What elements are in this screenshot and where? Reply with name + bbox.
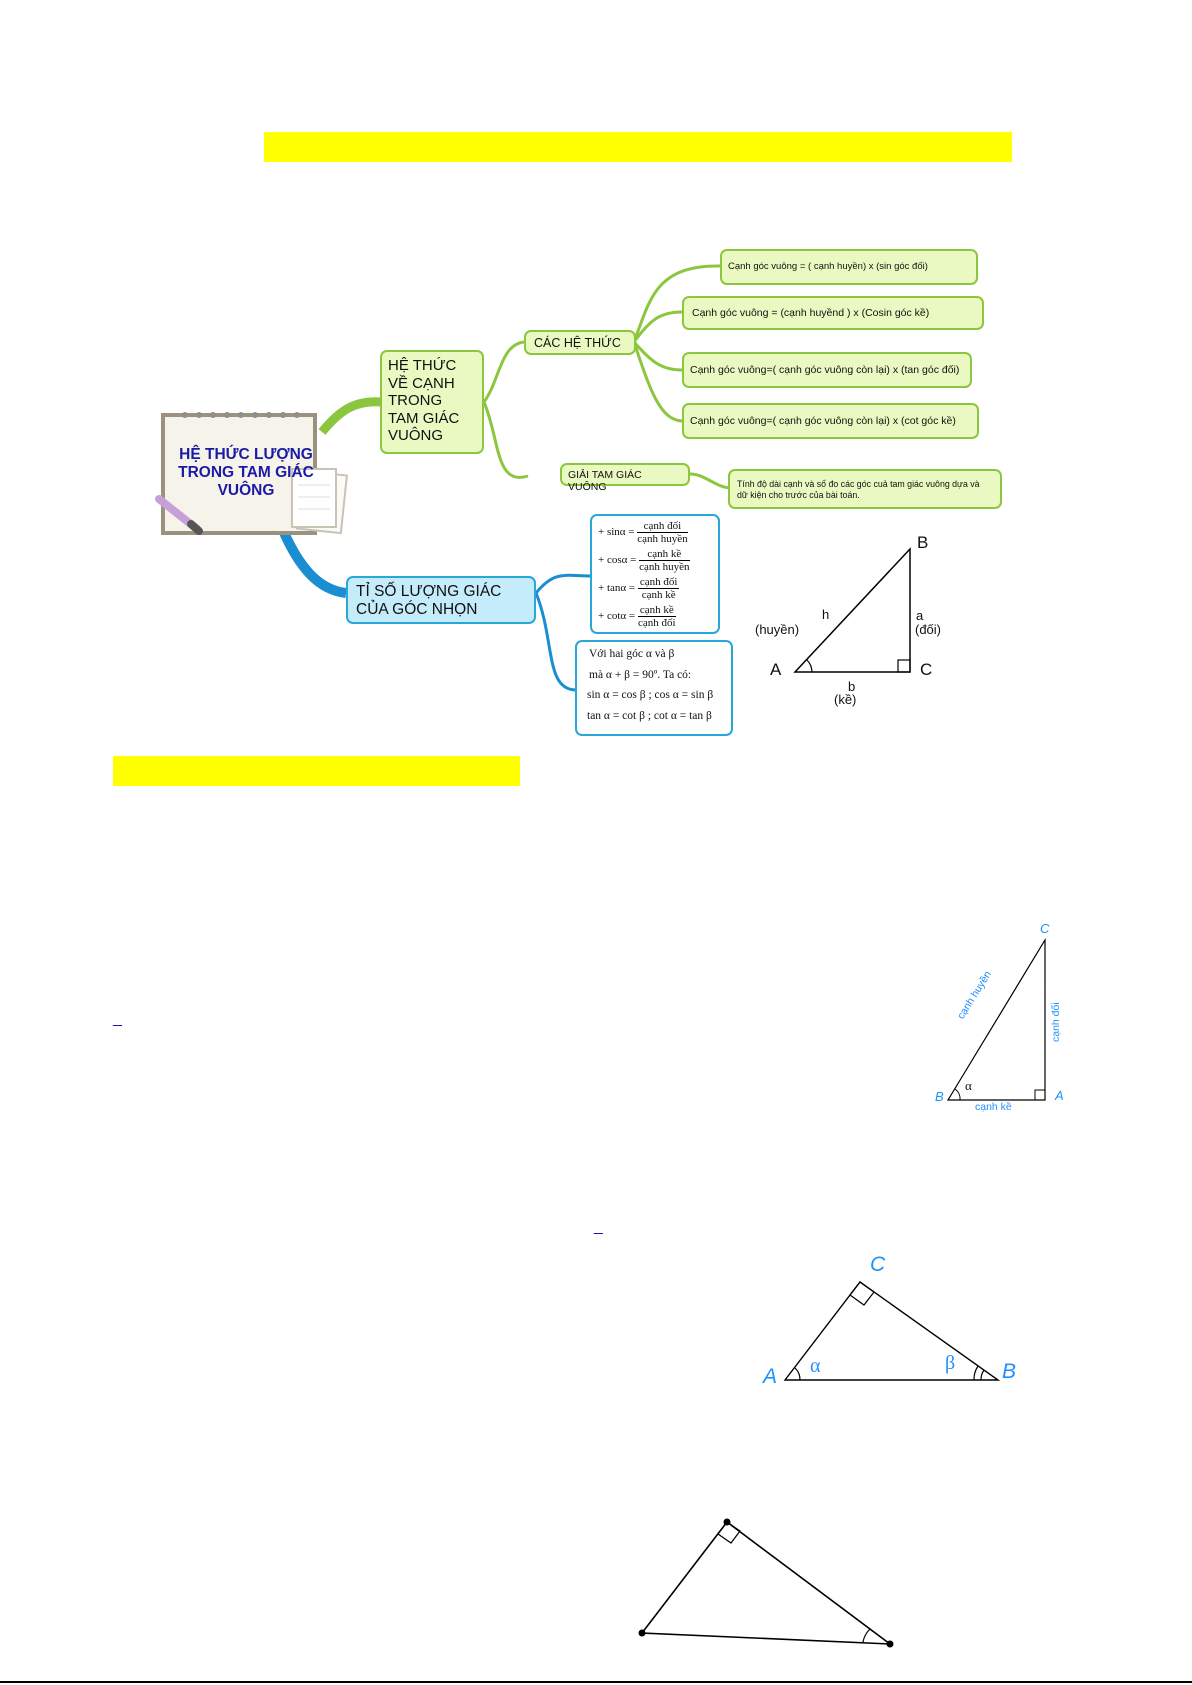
ti-so-line: CỦA GÓC NHỌN xyxy=(356,601,478,618)
tri1-label-doi: (đối) xyxy=(915,622,942,637)
ratio-fn: + cotα = xyxy=(598,610,636,623)
tri2-label-B: B xyxy=(935,1089,944,1104)
ratio-num: cạnh đối xyxy=(639,576,678,588)
ratio-den: cạnh kề xyxy=(641,589,676,601)
ratio-fraction xyxy=(637,520,687,545)
tri3-label-alpha: α xyxy=(810,1355,821,1377)
tri1-label-C: C xyxy=(920,660,933,679)
ratio-fn: + tanα = xyxy=(598,582,636,595)
tri2-label-A: A xyxy=(1055,1088,1064,1103)
ratio-row xyxy=(598,604,676,629)
bottom-rule xyxy=(0,1681,1192,1683)
ratio-fraction xyxy=(639,548,689,573)
ti-so-line: TỈ SỐ LƯỢNG GIÁC xyxy=(356,583,502,600)
formula-box: Cạnh góc vuông=( cạnh góc vuông còn lại) x (tan góc đối) xyxy=(682,352,972,388)
complement-line: mà α + β = 90º. Ta có: xyxy=(589,668,692,681)
tri1-label-huyen: (huyền) xyxy=(755,622,800,637)
he-thuc-line: VUÔNG xyxy=(388,427,444,444)
ratio-fn: + sinα = xyxy=(598,526,635,539)
cac-he-thuc-node: CÁC HỆ THỨC xyxy=(524,330,636,355)
center-title xyxy=(166,446,326,500)
complement-line: tan α = cot β ; cot α = tan β xyxy=(587,709,712,722)
ratio-row xyxy=(598,548,690,573)
ratio-den: cạnh đối xyxy=(638,617,676,629)
ratio-fn: + cosα = xyxy=(598,554,637,567)
ratio-fraction xyxy=(638,604,676,629)
tri2-label-ke: cạnh kề xyxy=(975,1101,1012,1113)
tri1-label-b: b xyxy=(848,679,856,694)
tri3-label-C: C xyxy=(870,1253,886,1276)
he-thuc-line: VỀ CẠNH xyxy=(388,374,455,392)
tri3-label-A: A xyxy=(763,1365,778,1388)
tri3-label-beta: β xyxy=(945,1352,956,1374)
he-thuc-line: HỆ THỨC xyxy=(388,357,457,374)
tri1-label-A: A xyxy=(770,660,782,679)
ratio-den: cạnh huyền xyxy=(637,533,688,545)
formula-box: Cạnh góc vuông=( cạnh góc vuông còn lại) x (cot góc kề) xyxy=(682,403,979,439)
triangle-diagram-2 xyxy=(930,920,1070,1110)
tri2-label-huyen: cạnh huyền xyxy=(955,968,994,1022)
formula-box: Cạnh góc vuông = (cạnh huyềnd ) x (Cosin góc kề) xyxy=(682,296,984,330)
ratio-num: cạnh kề xyxy=(639,604,674,616)
formula-box: Cạnh góc vuông = ( cạnh huyền) x (sin góc đối) xyxy=(720,249,978,285)
tri2-label-C: C xyxy=(1040,921,1050,936)
complement-box xyxy=(575,640,733,736)
underscore-mark: _ xyxy=(594,1218,603,1235)
tri1-label-h: h xyxy=(822,607,830,622)
underscore-mark: _ xyxy=(113,1010,122,1027)
tri1-label-a: a xyxy=(916,608,924,623)
triangle-diagram-4 xyxy=(630,1510,900,1650)
tri1-label-ke: (kề) xyxy=(834,692,857,707)
he-thuc-line: TRONG xyxy=(388,392,443,409)
ratio-num: cạnh đối xyxy=(637,520,687,533)
giai-desc-line: dữ kiện cho trước của bài toán. xyxy=(737,490,860,500)
complement-line: sin α = cos β ; cos α = sin β xyxy=(587,689,714,701)
ratio-den: cạnh huyền xyxy=(639,561,690,573)
complement-line: Với hai góc α và β xyxy=(589,648,675,660)
center-title-line: TRONG TAM GIÁC xyxy=(178,464,314,481)
giai-tam-giac-node: GIẢI TAM GIÁC VUÔNG xyxy=(560,463,690,486)
triangle-diagram-3 xyxy=(760,1265,1010,1385)
he-thuc-line: TAM GIÁC xyxy=(388,409,460,427)
giai-desc-line: Tính độ dài cạnh và số đo các góc cuả tam giác vuông dựa và xyxy=(737,479,980,489)
ratios-box xyxy=(590,514,720,634)
triangle-diagram-1 xyxy=(760,530,960,710)
he-thuc-node xyxy=(380,350,484,454)
ratio-row xyxy=(598,520,688,545)
center-title-line: HỆ THỨC LƯỢNG xyxy=(179,446,313,463)
tri1-label-B: B xyxy=(917,533,929,552)
ratio-fraction xyxy=(638,576,680,601)
giai-desc-box xyxy=(728,469,1002,509)
ratio-num: cạnh kề xyxy=(639,548,689,561)
tri2-label-doi: cạnh đối xyxy=(1050,1002,1062,1042)
tri3-label-B: B xyxy=(1002,1360,1017,1383)
center-title-line: VUÔNG xyxy=(217,482,275,499)
ti-so-node xyxy=(346,576,536,624)
ratio-row xyxy=(598,576,679,601)
tri2-label-alpha: α xyxy=(965,1078,972,1093)
